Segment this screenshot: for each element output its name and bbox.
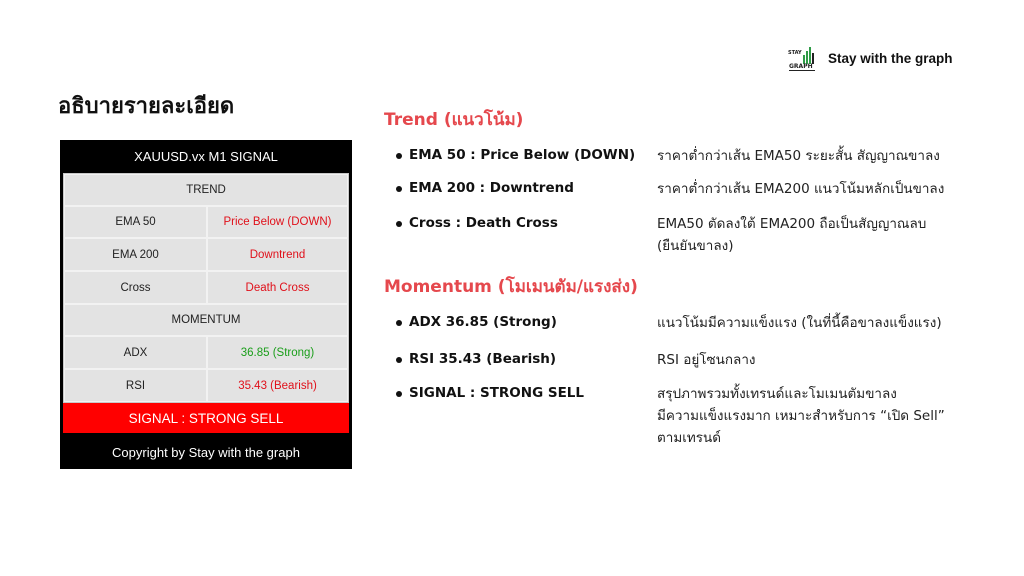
- svg-text:GRAPH: GRAPH: [789, 63, 813, 70]
- row-value-ema200: Downtrend: [207, 238, 348, 271]
- row-label-ema50: EMA 50: [64, 206, 207, 238]
- page-title: อธิบายรายละเอียด: [58, 94, 235, 119]
- momentum-term-rsi: RSI 35.43 (Bearish): [409, 351, 557, 367]
- trend-term-ema50: EMA 50 : Price Below (DOWN): [409, 147, 636, 163]
- momentum-term-adx: ADX 36.85 (Strong): [409, 314, 557, 330]
- momentum-desc-signal: [657, 383, 977, 449]
- trend-term-ema200: EMA 200 : Downtrend: [409, 180, 574, 196]
- panel-footer: Copyright by Stay with the graph: [112, 445, 300, 460]
- trend-desc-ema50: ราคาต่ำกว่าเส้น EMA50 ระยะสั้น สัญญาณขาลง: [657, 148, 940, 164]
- momentum-header: MOMENTUM: [64, 304, 348, 336]
- signal-bar: SIGNAL : STRONG SELL: [63, 403, 349, 433]
- trend-term-cross: Cross : Death Cross: [409, 215, 558, 231]
- bullet-icon: [396, 221, 402, 227]
- trend-desc-ema200: ราคาต่ำกว่าเส้น EMA200 แนวโน้มหลักเป็นขาลง: [657, 181, 945, 197]
- panel-title: XAUUSD.vx M1 SIGNAL: [134, 149, 278, 164]
- row-label-rsi: RSI: [64, 369, 207, 402]
- bullet-icon: [396, 320, 402, 326]
- svg-text:STAY: STAY: [788, 50, 802, 56]
- row-value-adx: 36.85 (Strong): [207, 336, 348, 369]
- desc-line: ตามเทรนด์: [657, 430, 722, 446]
- brand: [788, 44, 953, 72]
- momentum-desc-rsi: RSI อยู่โซนกลาง: [657, 352, 756, 368]
- momentum-term-signal: SIGNAL : STRONG SELL: [409, 385, 585, 401]
- bullet-icon: [396, 186, 402, 192]
- desc-line: EMA50 ตัดลงใต้ EMA200 ถือเป็นสัญญาณลบ: [657, 216, 927, 232]
- bullet-icon: [396, 357, 402, 363]
- desc-line: สรุปภาพรวมทั้งเทรนด์และโมเมนตัมขาลง: [657, 386, 897, 402]
- panel-table: [63, 173, 349, 432]
- bullet-icon: [396, 153, 402, 159]
- trend-header: TREND: [64, 174, 348, 206]
- momentum-section-title: Momentum (โมเมนตัม/แรงส่ง): [384, 277, 638, 297]
- trend-section-title: Trend (แนวโน้ม): [384, 110, 524, 130]
- row-value-ema50: Price Below (DOWN): [207, 206, 348, 238]
- desc-line: (ยืนยันขาลง): [657, 238, 734, 254]
- momentum-desc-adx: แนวโน้มมีความแข็งแรง (ในที่นี้คือขาลงแข็งแรง): [657, 315, 942, 331]
- row-label-adx: ADX: [64, 336, 207, 369]
- row-value-rsi: 35.43 (Bearish): [207, 369, 348, 402]
- desc-line: มีความแข็งแรงมาก เหมาะสำหรับการ “เปิด Sell”: [657, 408, 945, 424]
- signal-panel: [60, 140, 352, 469]
- trend-desc-cross: [657, 213, 977, 257]
- bullet-icon: [396, 391, 402, 397]
- brand-logo: [788, 44, 818, 72]
- brand-name: Stay with the graph: [828, 50, 953, 66]
- row-label-cross: Cross: [64, 271, 207, 304]
- row-label-ema200: EMA 200: [64, 238, 207, 271]
- row-value-cross: Death Cross: [207, 271, 348, 304]
